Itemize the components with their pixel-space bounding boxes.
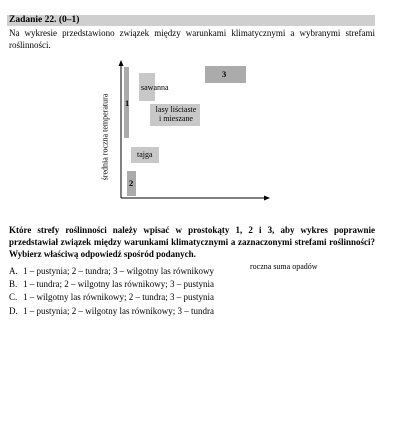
sawanna-label: sawanna	[141, 83, 169, 92]
diagram-graphics	[100, 60, 270, 220]
lasy-label-line-1: lasy liściaste	[155, 105, 197, 114]
option-d-text: 1 – pustynia; 2 – wilgotny las równikowy; 3 – tundra	[23, 305, 214, 316]
x-axis-arrow	[264, 196, 270, 201]
answer-options	[9, 265, 375, 318]
question-text: Które strefy roślinności należy wpisać w prostokąty 1, 2 i 3, aby wykres poprawnie przedstawiał związek między warunkami klimatycznymi a zaznaczonymi strefami roślinności? Wybierz właściwą odpowiedź spośród podanych.	[9, 225, 375, 259]
option-c-text: 1 – wilgotny las równikowy; 2 – tundra; 3 – pustynia	[23, 292, 214, 303]
option-b-text: 1 – tundra; 2 – wilgotny las równikowy; 3 – pustynia	[23, 279, 214, 290]
y-axis-label: średnia roczna temperatura	[100, 93, 110, 181]
box-1-number: 1	[125, 98, 130, 108]
option-a[interactable]	[9, 265, 375, 278]
option-b[interactable]	[9, 278, 375, 291]
box-3-number: 3	[222, 69, 227, 79]
tajga-label: tajga	[137, 150, 153, 159]
box-2-number: 2	[129, 178, 134, 188]
y-axis-arrow	[119, 60, 124, 66]
option-a-letter: A.	[9, 266, 18, 276]
task-intro: Na wykresie przedstawiono związek między warunkami klimatycznymi a wybranymi strefami roślinności.	[9, 28, 375, 50]
task-header: Zadanie 22. (0–1)	[7, 15, 375, 26]
option-c-letter: C.	[9, 292, 18, 303]
option-c[interactable]	[9, 291, 375, 304]
option-b-letter: B.	[9, 279, 18, 290]
option-d[interactable]	[9, 305, 375, 318]
lasy-label	[151, 105, 201, 123]
x-axis-label: roczna suma opadów	[250, 262, 318, 271]
option-d-letter: D.	[9, 305, 18, 316]
lasy-label-line-2: i mieszane	[159, 114, 193, 123]
option-a-text: 1 – pustynia; 2 – tundra; 3 – wilgotny las równikowy	[23, 266, 214, 276]
